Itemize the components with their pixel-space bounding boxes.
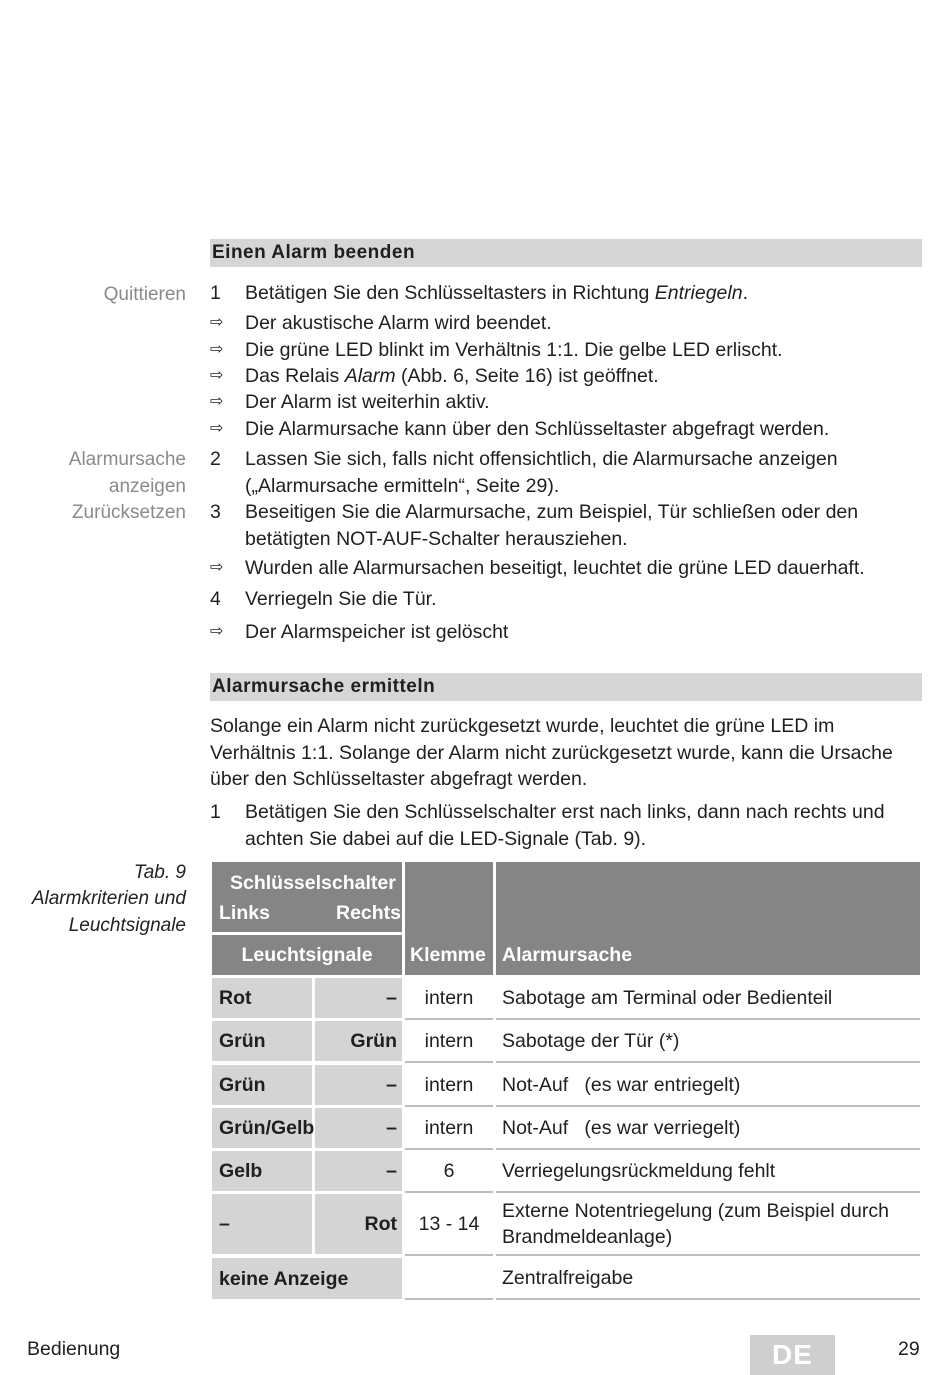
side-label-anzeigen: anzeigen [108,476,186,497]
language-badge: DE [750,1335,835,1375]
section-heading-einen-alarm-beenden: Einen Alarm beenden [210,239,922,267]
cell-links: Grün [212,1021,312,1061]
result-text-after: (Abb. 6, Seite 16) ist geöffnet. [395,365,659,387]
cell-ursache: Sabotage am Terminal oder Bedienteil [496,978,920,1020]
result-italic: Alarm [344,365,396,387]
step-number: 2 [210,448,221,470]
result-3 [210,363,910,390]
result-7 [210,619,910,646]
result-arrow-icon: ⇨ [210,393,224,410]
result-text: Der Alarmspeicher ist gelöscht [245,621,509,643]
header-alarmursache: Alarmursache [496,862,920,975]
step-number: 1 [210,801,221,823]
result-arrow-icon: ⇨ [210,623,224,640]
section2-step-1 [210,799,910,852]
step-text-line1: Lassen Sie sich, falls nicht offensichtlich, die Alarmursache anzeigen [245,448,838,470]
cell-rechts: – [315,1151,402,1191]
step-text: Betätigen Sie den Schlüsseltasters in Richtung [245,282,655,304]
step-text-line2: betätigten NOT-AUF-Schalter herausziehen. [245,527,628,550]
result-4 [210,389,910,416]
result-arrow-icon: ⇨ [210,559,224,576]
page-number: 29 [898,1338,920,1360]
cell-klemme: 6 [405,1151,493,1193]
cell-klemme: intern [405,978,493,1020]
step-text-after: . [742,282,748,304]
side-label-alarmursache: Alarmursache [68,449,186,470]
cell-rechts: Rot [315,1194,402,1254]
step-3 [210,499,910,552]
cell-ursache: Sabotage der Tür (*) [496,1021,920,1063]
cell-klemme [405,1258,493,1300]
cell-links-merged: keine Anzeige [212,1258,402,1299]
cell-rechts: – [315,1065,402,1105]
result-text: Wurden alle Alarmursachen beseitigt, leuchtet die grüne LED dauerhaft. [245,557,865,579]
step-italic: Entriegeln [654,282,743,304]
cell-links: Grün/Gelb [212,1108,312,1148]
result-2 [210,337,910,364]
cell-rechts: – [315,978,402,1018]
result-text: Der akustische Alarm wird beendet. [245,312,552,334]
cell-ursache-line1: Externe Notentriegelung (zum Beispiel durch [502,1200,889,1222]
result-arrow-icon: ⇨ [210,314,224,331]
result-arrow-icon: ⇨ [210,341,224,358]
result-1 [210,310,910,337]
footer-section-name: Bedienung [27,1338,121,1360]
step-text-line2: („Alarmursache ermitteln“, Seite 29). [245,474,560,497]
cell-ursache: Not-Auf (es war entriegelt) [496,1065,920,1107]
header-links: Links [219,902,270,924]
header-schluesselschalter: Schlüsselschalter [230,872,396,894]
table-caption-number: Tab. 9 [133,862,186,883]
table-caption-line1: Alarmkriterien und [31,888,186,909]
cell-ursache: Not-Auf (es war verriegelt) [496,1108,920,1150]
step-number: 4 [210,588,221,610]
result-text: Das Relais [245,365,345,387]
header-klemme: Klemme [405,862,493,975]
paragraph-line: Solange ein Alarm nicht zurückgesetzt wurde, leuchtet die grüne LED im [210,715,835,737]
side-label-zuruecksetzen: Zurücksetzen [71,502,186,523]
step-4 [210,586,910,613]
result-text: Die Alarmursache kann über den Schlüsseltaster abgefragt werden. [245,418,830,440]
cell-klemme: intern [405,1021,493,1063]
paragraph-line: Verhältnis 1:1. Solange der Alarm nicht zurückgesetzt wurde, kann die Ursache [210,741,893,764]
result-5 [210,416,910,443]
cell-klemme: intern [405,1065,493,1107]
header-rechts: Rechts [336,902,402,924]
result-text: Die grüne LED blinkt im Verhältnis 1:1. Die gelbe LED erlischt. [245,339,783,361]
cell-ursache-multiline [496,1194,920,1256]
paragraph-line: über den Schlüsseltaster abgefragt werden. [210,768,588,790]
cell-links: Grün [212,1065,312,1105]
intro-paragraph [210,713,922,793]
cell-klemme: intern [405,1108,493,1150]
cell-links: – [212,1194,312,1254]
cell-links: Gelb [212,1151,312,1191]
cell-ursache-line2: Brandmeldeanlage) [502,1226,673,1248]
cell-ursache: Verriegelungsrückmeldung fehlt [496,1151,920,1193]
step-number: 1 [210,282,221,304]
side-label-quittieren: Quittieren [103,284,186,305]
result-arrow-icon: ⇨ [210,367,224,384]
step-text-line2: achten Sie dabei auf die LED-Signale (Tab. 9). [245,827,647,850]
cell-klemme: 13 - 14 [405,1194,493,1256]
step-number: 3 [210,501,221,523]
step-2 [210,446,910,499]
cell-ursache: Zentralfreigabe [496,1258,920,1300]
result-6 [210,555,910,582]
step-1 [210,280,910,307]
step-text-line1: Betätigen Sie den Schlüsselschalter erst nach links, dann nach rechts und [245,801,885,823]
result-arrow-icon: ⇨ [210,420,224,437]
step-text-line1: Beseitigen Sie die Alarmursache, zum Beispiel, Tür schließen oder den [245,501,859,523]
result-text: Der Alarm ist weiterhin aktiv. [245,391,490,413]
cell-links: Rot [212,978,312,1018]
cell-rechts: – [315,1108,402,1148]
section-heading-alarmursache-ermitteln: Alarmursache ermitteln [210,673,922,701]
step-text: Verriegeln Sie die Tür. [245,588,437,610]
header-leuchtsignale: Leuchtsignale [212,935,402,975]
table-caption-line2: Leuchtsignale [68,915,186,936]
cell-rechts: Grün [315,1021,402,1061]
